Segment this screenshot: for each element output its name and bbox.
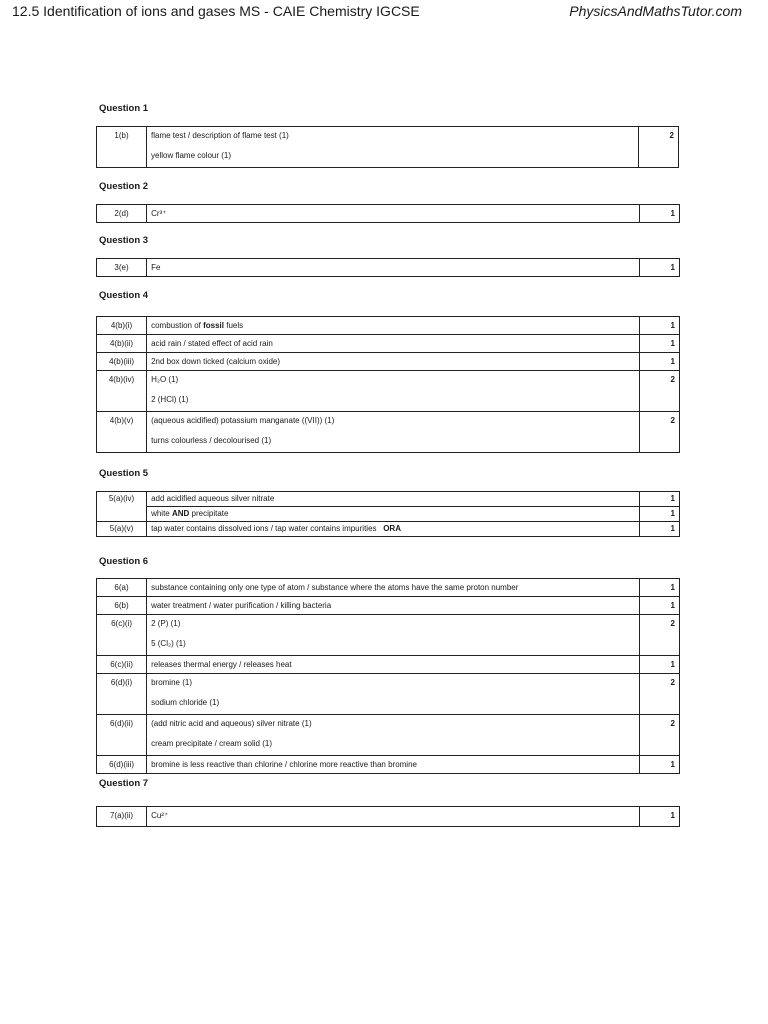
table-row: [97, 335, 680, 353]
question-1-table: [96, 126, 679, 168]
answer-cell: water treatment / water purification / killing bacteria: [147, 597, 640, 615]
answer-line: (add nitric acid and aqueous) silver nitrate (1): [151, 719, 312, 728]
question-number: 6(c)(i): [97, 615, 147, 656]
answer-line: (aqueous acidified) potassium manganate ((VII)) (1): [151, 416, 335, 425]
answer-cell: Cr³⁺: [147, 205, 640, 223]
answer-cell: Fe: [147, 259, 640, 277]
question-2-label: Question 2: [99, 181, 149, 192]
marks-cell: 1: [639, 656, 679, 674]
answer-cell: tap water contains dissolved ions / tap water contains impurities ORA: [147, 522, 640, 537]
question-5-label: Question 5: [99, 468, 149, 479]
table-row: [97, 579, 680, 597]
table-row: [97, 412, 680, 453]
table-row: [97, 492, 680, 507]
answer-cell: combustion of fossil fuels: [147, 317, 640, 335]
question-number: 6(d)(iii): [97, 756, 147, 774]
answer-cell: bromine is less reactive than chlorine / chlorine more reactive than bromine: [147, 756, 640, 774]
answer-line: 5 (Cl₂) (1): [151, 639, 186, 648]
marks-cell: 1: [639, 522, 679, 537]
table-row: [97, 371, 680, 412]
marks-cell: 1: [639, 507, 679, 522]
answer-line: H₂O (1): [151, 375, 179, 384]
answer-cell: releases thermal energy / releases heat: [147, 656, 640, 674]
marks-cell: 1: [639, 597, 679, 615]
table-row: [97, 807, 680, 827]
question-number: 3(e): [97, 259, 147, 277]
question-3-label: Question 3: [99, 235, 149, 246]
marks-cell: 2: [639, 674, 679, 715]
question-7-label: Question 7: [99, 778, 149, 789]
marks-cell: 1: [639, 335, 679, 353]
answer-cell: [147, 674, 640, 715]
question-number: 5(a)(v): [97, 522, 147, 537]
marks-cell: 1: [639, 492, 679, 507]
site-name[interactable]: PhysicsAndMathsTutor.com: [569, 3, 742, 19]
answer-cell: [147, 412, 640, 453]
answer-cell: Cu²⁺: [147, 807, 640, 827]
question-5-table: [96, 491, 680, 537]
answer-cell: [147, 371, 640, 412]
answer-line: sodium chloride (1): [151, 698, 220, 707]
answer-line: bromine (1): [151, 678, 192, 687]
table-row: [97, 522, 680, 537]
table-row: [97, 127, 679, 168]
table-row: [97, 353, 680, 371]
marks-cell: 1: [639, 317, 679, 335]
question-6-label: Question 6: [99, 556, 149, 567]
answer-cell: [147, 615, 640, 656]
question-4-table: [96, 316, 680, 453]
question-number: 6(d)(i): [97, 674, 147, 715]
marks-cell: 1: [639, 579, 679, 597]
question-1-label: Question 1: [99, 103, 149, 114]
question-7-table: [96, 806, 680, 827]
question-number: 4(b)(ii): [97, 335, 147, 353]
question-number: 6(c)(ii): [97, 656, 147, 674]
table-row: [97, 656, 680, 674]
answer-cell: white AND precipitate: [147, 507, 640, 522]
marks-cell: 2: [639, 412, 679, 453]
answer-cell: acid rain / stated effect of acid rain: [147, 335, 640, 353]
table-row: [97, 674, 680, 715]
answer-cell: substance containing only one type of atom / substance where the atoms have the same proton number: [147, 579, 640, 597]
question-6-table: [96, 578, 680, 774]
question-3-table: [96, 258, 680, 277]
question-number: 7(a)(ii): [97, 807, 147, 827]
answer-line: 2 (HCl) (1): [151, 395, 189, 404]
answer-line: yellow flame colour (1): [151, 151, 232, 160]
marks-cell: 1: [639, 353, 679, 371]
question-4-label: Question 4: [99, 290, 149, 301]
marks-cell: 1: [639, 756, 679, 774]
document-title: 12.5 Identification of ions and gases MS - CAIE Chemistry IGCSE: [12, 3, 420, 19]
question-number: 4(b)(iii): [97, 353, 147, 371]
answer-cell: [147, 715, 640, 756]
marks-cell: 2: [639, 371, 679, 412]
question-number: 1(b): [97, 127, 147, 168]
question-number: 4(b)(iv): [97, 371, 147, 412]
question-number: 6(a): [97, 579, 147, 597]
question-number: 4(b)(v): [97, 412, 147, 453]
table-row: [97, 615, 680, 656]
marks-cell: 1: [639, 259, 679, 277]
table-row: [97, 597, 680, 615]
table-row: [97, 259, 680, 277]
marks-cell: 2: [639, 715, 679, 756]
question-number: 6(b): [97, 597, 147, 615]
answer-line: cream precipitate / cream solid (1): [151, 739, 273, 748]
table-row: [97, 715, 680, 756]
marks-cell: 2: [639, 127, 679, 168]
table-row: [97, 507, 680, 522]
question-number: 6(d)(ii): [97, 715, 147, 756]
marks-cell: 1: [639, 807, 679, 827]
question-2-table: [96, 204, 680, 223]
answer-line: 2 (P) (1): [151, 619, 181, 628]
question-number: 2(d): [97, 205, 147, 223]
answer-cell: [147, 127, 639, 168]
table-row: [97, 756, 680, 774]
answer-line: turns colourless / decolourised (1): [151, 436, 272, 445]
question-number: 4(b)(i): [97, 317, 147, 335]
table-row: [97, 317, 680, 335]
table-row: [97, 205, 680, 223]
answer-cell: 2nd box down ticked (calcium oxide): [147, 353, 640, 371]
question-number: 5(a)(iv): [97, 492, 147, 522]
marks-cell: 1: [639, 205, 679, 223]
answer-cell: add acidified aqueous silver nitrate: [147, 492, 640, 507]
answer-line: flame test / description of flame test (1): [151, 131, 289, 140]
marks-cell: 2: [639, 615, 679, 656]
